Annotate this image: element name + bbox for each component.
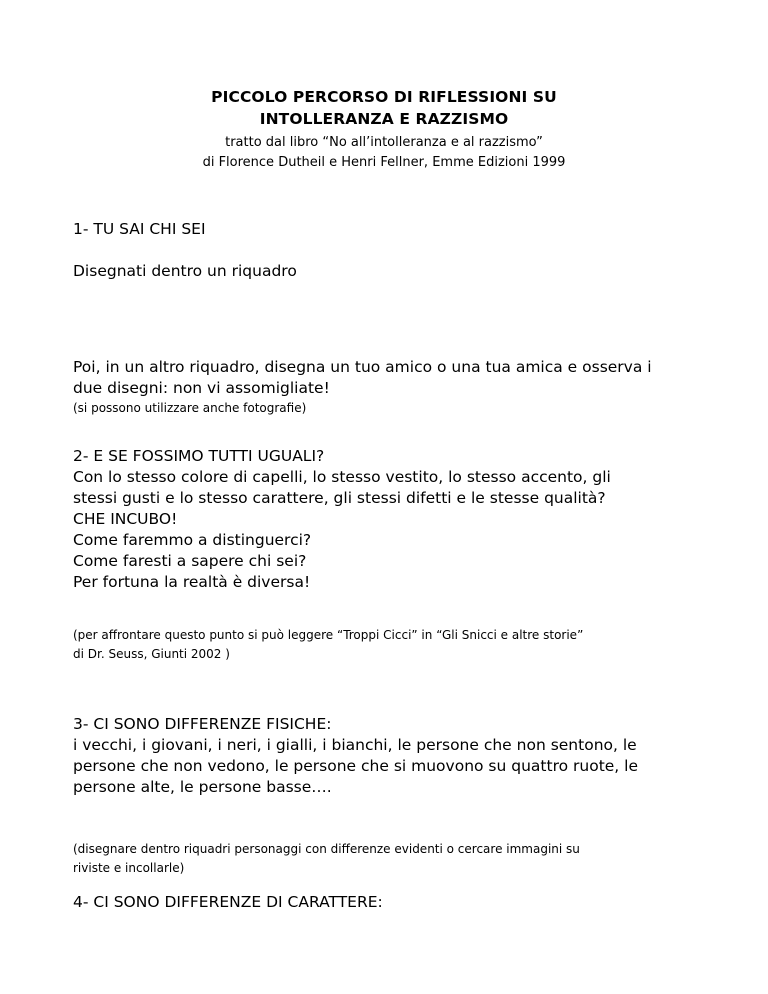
section-2 bbox=[73, 446, 723, 593]
section-2-line: CHE INCUBO! bbox=[73, 510, 178, 528]
section-3-heading: 3- CI SONO DIFFERENZE FISICHE: bbox=[73, 715, 332, 733]
section-4-heading: 4- CI SONO DIFFERENZE DI CARATTERE: bbox=[73, 893, 383, 911]
section-3-line: i vecchi, i giovani, i neri, i gialli, i bianchi, le persone che non sentono, le bbox=[73, 736, 637, 754]
section-1-instruction: Disegnati dentro un riquadro bbox=[73, 262, 297, 280]
section-1-paragraph-line: due disegni: non vi assomigliate! bbox=[73, 379, 330, 397]
section-2-line: Come faremmo a distinguerci? bbox=[73, 531, 312, 549]
section-3-note-line: riviste e incollarle) bbox=[73, 861, 185, 875]
section-2-line: Come faresti a sapere chi sei? bbox=[73, 552, 307, 570]
title-block bbox=[0, 86, 768, 173]
document-title-line-1: PICCOLO PERCORSO DI RIFLESSIONI SU bbox=[211, 88, 557, 106]
source-line-1: tratto dal libro “No all’intolleranza e al razzismo” bbox=[225, 135, 543, 150]
section-2-line: stessi gusti e lo stesso carattere, gli stessi difetti e le stesse qualità? bbox=[73, 489, 606, 507]
section-3-line: persone che non vedono, le persone che si muovono su quattro ruote, le bbox=[73, 757, 639, 775]
section-3-note-line: (disegnare dentro riquadri personaggi con differenze evidenti o cercare immagini su bbox=[73, 842, 580, 856]
document-title-line-2: INTOLLERANZA E RAZZISMO bbox=[259, 110, 509, 128]
section-1-paragraph bbox=[73, 357, 723, 418]
section-2-line: Per fortuna la realtà è diversa! bbox=[73, 573, 311, 591]
section-2-line: Con lo stesso colore di capelli, lo stesso vestito, lo stesso accento, gli bbox=[73, 468, 611, 486]
source-line-2: di Florence Dutheil e Henri Fellner, Emme Edizioni 1999 bbox=[202, 155, 566, 170]
section-1-paragraph-line: Poi, in un altro riquadro, disegna un tuo amico o una tua amica e osserva i bbox=[73, 358, 652, 376]
section-2-note bbox=[73, 626, 723, 664]
section-2-heading: 2- E SE FOSSIMO TUTTI UGUALI? bbox=[73, 447, 325, 465]
section-1-note: (si possono utilizzare anche fotografie) bbox=[73, 401, 307, 415]
section-3 bbox=[73, 714, 723, 798]
section-1-heading: 1- TU SAI CHI SEI bbox=[73, 220, 206, 238]
section-3-line: persone alte, le persone basse…. bbox=[73, 778, 332, 796]
section-2-note-line: (per affrontare questo punto si può leggere “Troppi Cicci” in “Gli Snicci e altre storie” bbox=[73, 628, 584, 642]
section-2-note-line: di Dr. Seuss, Giunti 2002 ) bbox=[73, 647, 230, 661]
section-3-note bbox=[73, 840, 723, 878]
